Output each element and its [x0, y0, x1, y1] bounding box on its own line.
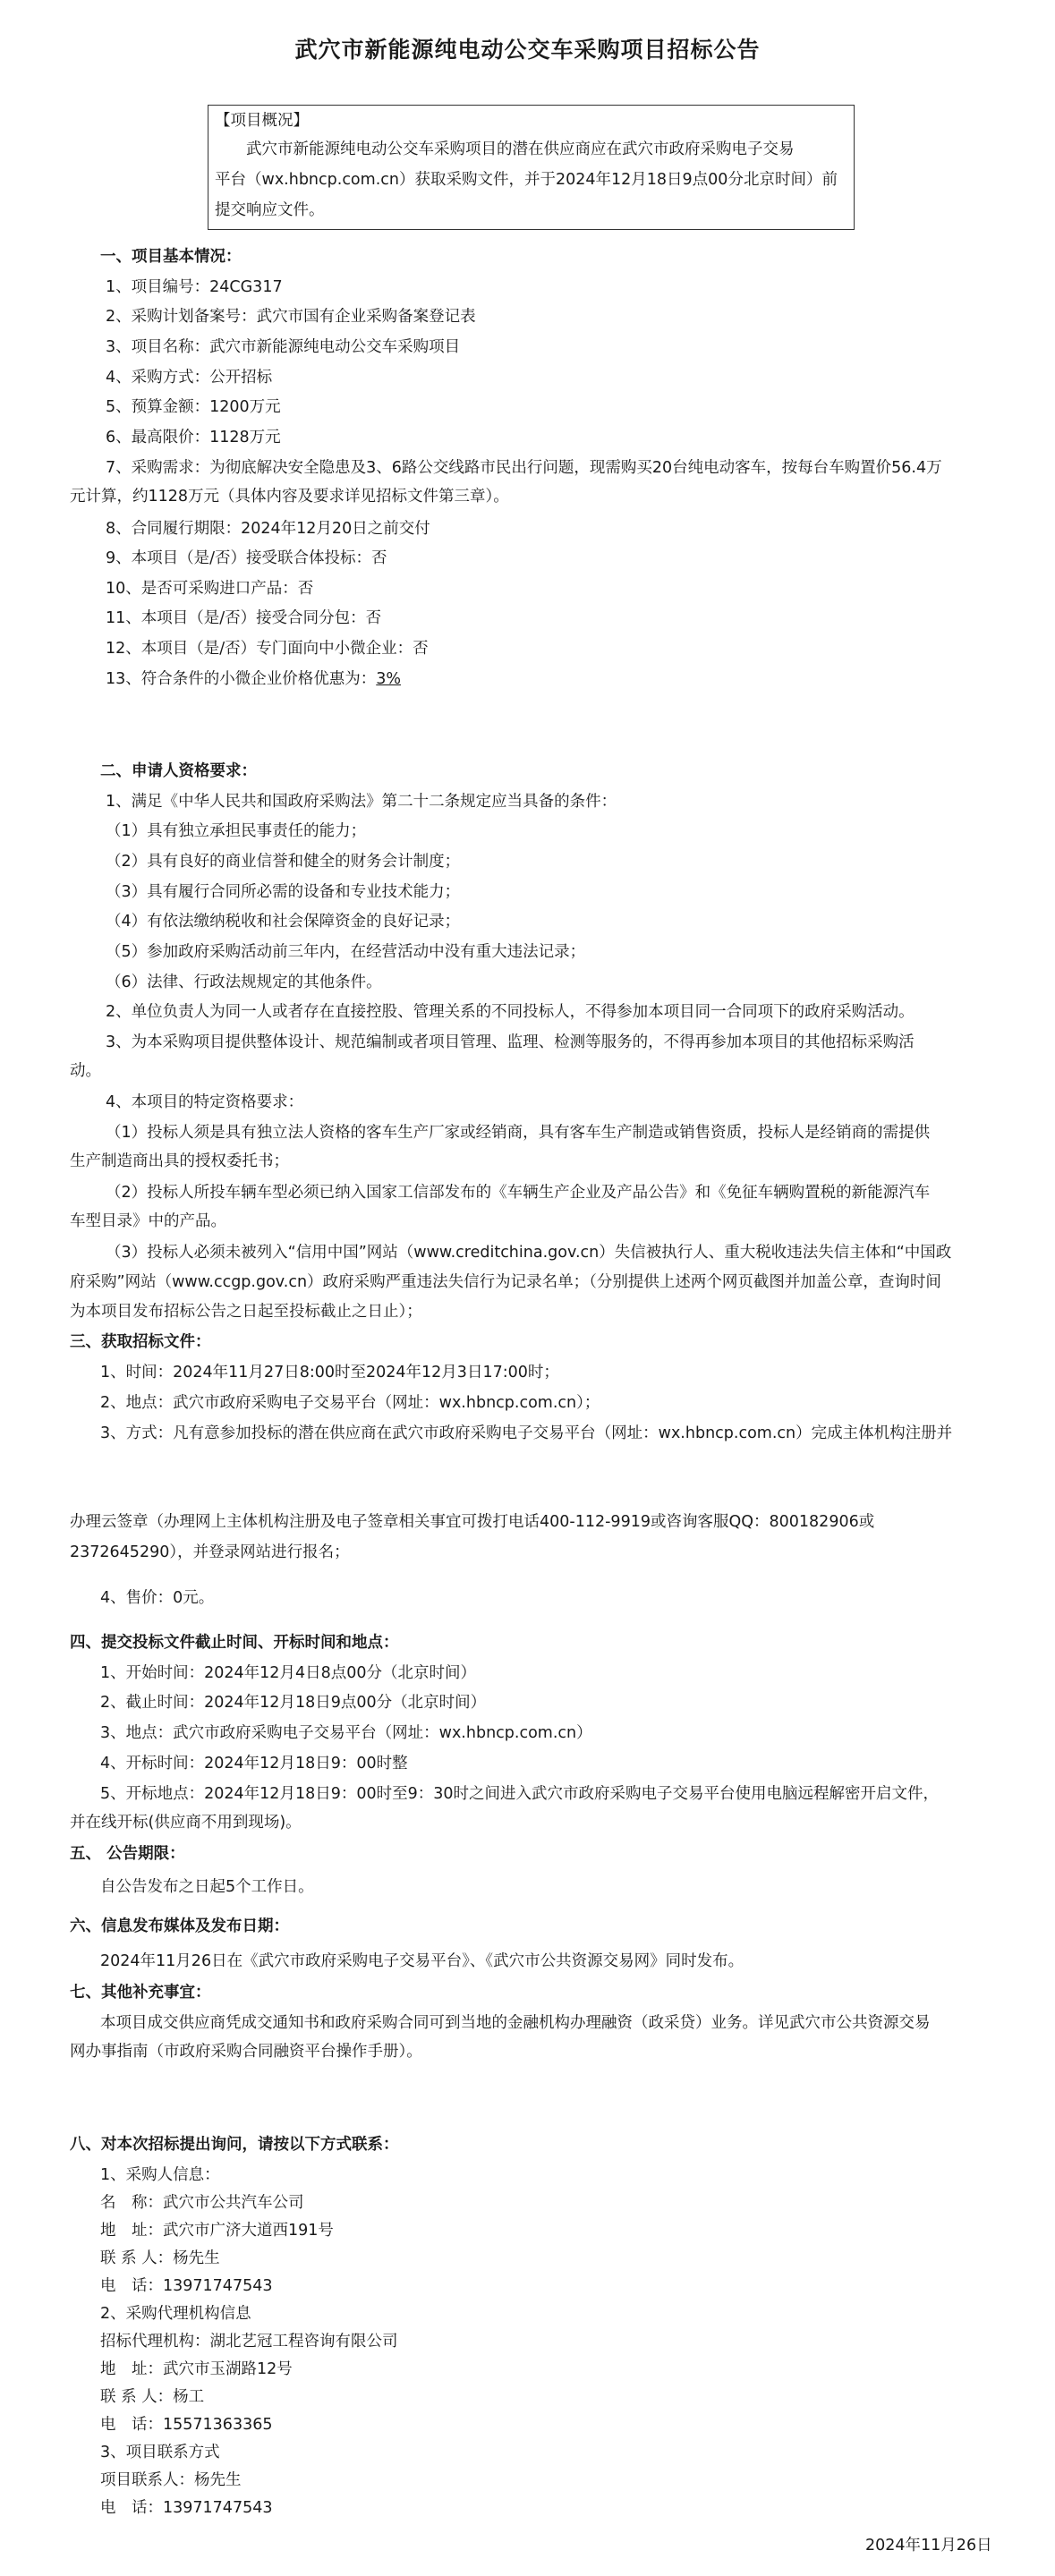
- overview-heading: 【项目概况】: [215, 112, 309, 130]
- list-item: 3、地点：武穴市政府采购电子交易平台（网址：wx.hbncp.com.cn）: [100, 1724, 592, 1742]
- list-item: 3、方式：凡有意参加投标的潜在供应商在武穴市政府采购电子交易平台（网址：wx.hbncp.com.cn）完成主体机构注册并: [100, 1424, 953, 1442]
- page-title: 武穴市新能源纯电动公交车采购项目招标公告: [294, 37, 761, 63]
- list-item: 3、项目名称：武穴市新能源纯电动公交车采购项目: [106, 338, 461, 356]
- contact-line: 电 话：13971747543: [100, 2277, 273, 2295]
- paragraph: 3、为本采购项目提供整体设计、规范编制或者项目管理、监理、检测等服务的，不得再参加本项目的其他招标采购活: [106, 1033, 915, 1051]
- list-item: （3）投标人必须未被列入“信用中国”网站（www.creditchina.gov.cn）失信被执行人、重大税收违法失信主体和“中国政: [106, 1244, 952, 1262]
- section-heading: 五、 公告期限：: [70, 1845, 185, 1863]
- list-item: （2）投标人所投车辆车型必须已纳入国家工信部发布的《车辆生产企业及产品公告》和《免征车辆购置税的新能源汽车: [106, 1184, 931, 1202]
- contact-line: 名 称：武穴市公共汽车公司: [100, 2194, 304, 2212]
- list-item: 1、项目编号：24CG317: [106, 278, 283, 296]
- list-item: （2）具有良好的商业信誉和健全的财务会计制度；: [106, 853, 461, 871]
- list-item: 12、本项目（是/否）专门面向中小微企业：否: [106, 640, 429, 658]
- contact-line: 地 址：武穴市广济大道西191号: [100, 2222, 334, 2240]
- list-item: 办理云签章（办理网上主体机构注册及电子签章相关事宜可拨打电话400-112-9919或咨询客服QQ：800182906或: [70, 1513, 875, 1531]
- overview-text: 提交响应文件。: [215, 201, 325, 219]
- section-heading: 一、项目基本情况：: [100, 248, 242, 266]
- contact-line: 地 址：武穴市玉湖路12号: [100, 2360, 293, 2378]
- contact-line: 联 系 人：杨工: [100, 2388, 205, 2406]
- list-item: 2372645290），并登录网站进行报名；: [70, 1543, 350, 1561]
- list-item: （4）有依法缴纳税收和社会保障资金的良好记录；: [106, 913, 461, 931]
- section-heading: 八、对本次招标提出询问，请按以下方式联系：: [70, 2136, 399, 2154]
- paragraph: 自公告发布之日起5个工作日。: [100, 1878, 314, 1896]
- list-item: 8、合同履行期限：2024年12月20日之前交付: [106, 520, 430, 538]
- contact-line: 电 话：13971747543: [100, 2499, 273, 2517]
- section-heading: 六、信息发布媒体及发布日期：: [70, 1917, 289, 1935]
- list-item: （1）投标人须是具有独立法人资格的客车生产厂家或经销商，具有客车生产制造或销售资质，投标人是经销商的需提供: [106, 1124, 931, 1142]
- list-item-label: 13、符合条件的小微企业价格优惠为：: [106, 670, 377, 688]
- contact-line: 电 话：15571363365: [100, 2416, 273, 2434]
- section-heading: 三、获取招标文件：: [70, 1333, 211, 1351]
- paragraph: 4、本项目的特定资格要求：: [106, 1093, 304, 1111]
- list-item: 2、采购计划备案号：武穴市国有企业采购备案登记表: [106, 308, 476, 326]
- list-item: 10、是否可采购进口产品：否: [106, 580, 314, 598]
- list-item: 2、截止时间：2024年12月18日9点00分（北京时间）: [100, 1694, 487, 1712]
- overview-text: 武穴市新能源纯电动公交车采购项目的潜在供应商应在武穴市政府采购电子交易: [246, 140, 795, 158]
- section-heading: 二、申请人资格要求：: [100, 762, 257, 780]
- paragraph: 动。: [70, 1062, 101, 1080]
- list-item: 2、地点：武穴市政府采购电子交易平台（网址：wx.hbncp.com.cn）；: [100, 1394, 600, 1412]
- issue-date: 2024年11月26日: [865, 2537, 992, 2555]
- list-item: [106, 667, 401, 691]
- list-item: 7、采购需求：为彻底解决安全隐患及3、6路公交线路市民出行问题，现需购买20台纯电动客车，按每台车购置价56.4万: [106, 459, 942, 477]
- paragraph: 网办事指南（市政府采购合同融资平台操作手册）。: [70, 2043, 422, 2061]
- list-item: （6）法律、行政法规规定的其他条件。: [106, 973, 382, 991]
- list-item: 5、预算金额：1200万元: [106, 398, 281, 416]
- section-heading: 七、其他补充事宜：: [70, 1984, 211, 2002]
- contact-group: 2、采购代理机构信息: [100, 2305, 251, 2323]
- list-item: 5、开标地点：2024年12月18日9：00时至9：30时之间进入武穴市政府采购电子交易平台使用电脑远程解密开启文件，: [100, 1785, 940, 1803]
- contact-line: 项目联系人：杨先生: [100, 2471, 242, 2489]
- contact-group: 3、项目联系方式: [100, 2444, 220, 2461]
- contact-line: 联 系 人：杨先生: [100, 2249, 220, 2267]
- list-item: 9、本项目（是/否）接受联合体投标：否: [106, 549, 387, 567]
- list-item: （5）参加政府采购活动前三年内，在经营活动中没有重大违法记录；: [106, 943, 586, 961]
- list-item: （1）具有独立承担民事责任的能力；: [106, 822, 367, 840]
- discount-value: 3%: [376, 670, 402, 688]
- list-item: 1、开始时间：2024年12月4日8点00分（北京时间）: [100, 1664, 476, 1682]
- list-item: 元计算，约1128万元（具体内容及要求详见招标文件第三章）。: [70, 488, 509, 506]
- list-item: 6、最高限价：1128万元: [106, 429, 281, 446]
- contact-group: 1、采购人信息：: [100, 2166, 220, 2184]
- list-item: 府采购”网站（www.ccgp.gov.cn）政府采购严重违法失信行为记录名单；（分别提供上述两个网页截图并加盖公章，查询时间: [70, 1273, 941, 1291]
- list-item: 4、采购方式：公开招标: [106, 369, 273, 387]
- overview-text: 平台（wx.hbncp.com.cn）获取采购文件，并于2024年12月18日9点00分北京时间）前: [215, 171, 838, 189]
- paragraph: 本项目成交供应商凭成交通知书和政府采购合同可到当地的金融机构办理融资（政采贷）业务。详见武穴市公共资源交易: [100, 2014, 931, 2032]
- list-item: 生产制造商出具的授权委托书；: [70, 1152, 289, 1170]
- paragraph: 2024年11月26日在《武穴市政府采购电子交易平台》、《武穴市公共资源交易网》同时发布。: [100, 1952, 744, 1970]
- list-item: 1、时间：2024年11月27日8:00时至2024年12月3日17:00时；: [100, 1364, 559, 1382]
- contact-line: 招标代理机构：湖北艺冠工程咨询有限公司: [100, 2333, 398, 2351]
- list-item: 4、售价：0元。: [100, 1589, 215, 1607]
- list-item: 车型目录》中的产品。: [70, 1212, 226, 1230]
- list-item: 11、本项目（是/否）接受合同分包：否: [106, 609, 382, 627]
- paragraph: 2、单位负责人为同一人或者存在直接控股、管理关系的不同投标人，不得参加本项目同一合同项下的政府采购活动。: [106, 1003, 915, 1021]
- list-item: 为本项目发布招标公告之日起至投标截止之日止）；: [70, 1303, 422, 1321]
- paragraph: 1、满足《中华人民共和国政府采购法》第二十二条规定应当具备的条件：: [106, 793, 617, 811]
- list-item: （3）具有履行合同所必需的设备和专业技术能力；: [106, 883, 461, 901]
- section-heading: 四、提交投标文件截止时间、开标时间和地点：: [70, 1634, 399, 1652]
- list-item: 并在线开标(供应商不用到现场)。: [70, 1814, 302, 1832]
- list-item: 4、开标时间：2024年12月18日9：00时整: [100, 1755, 408, 1773]
